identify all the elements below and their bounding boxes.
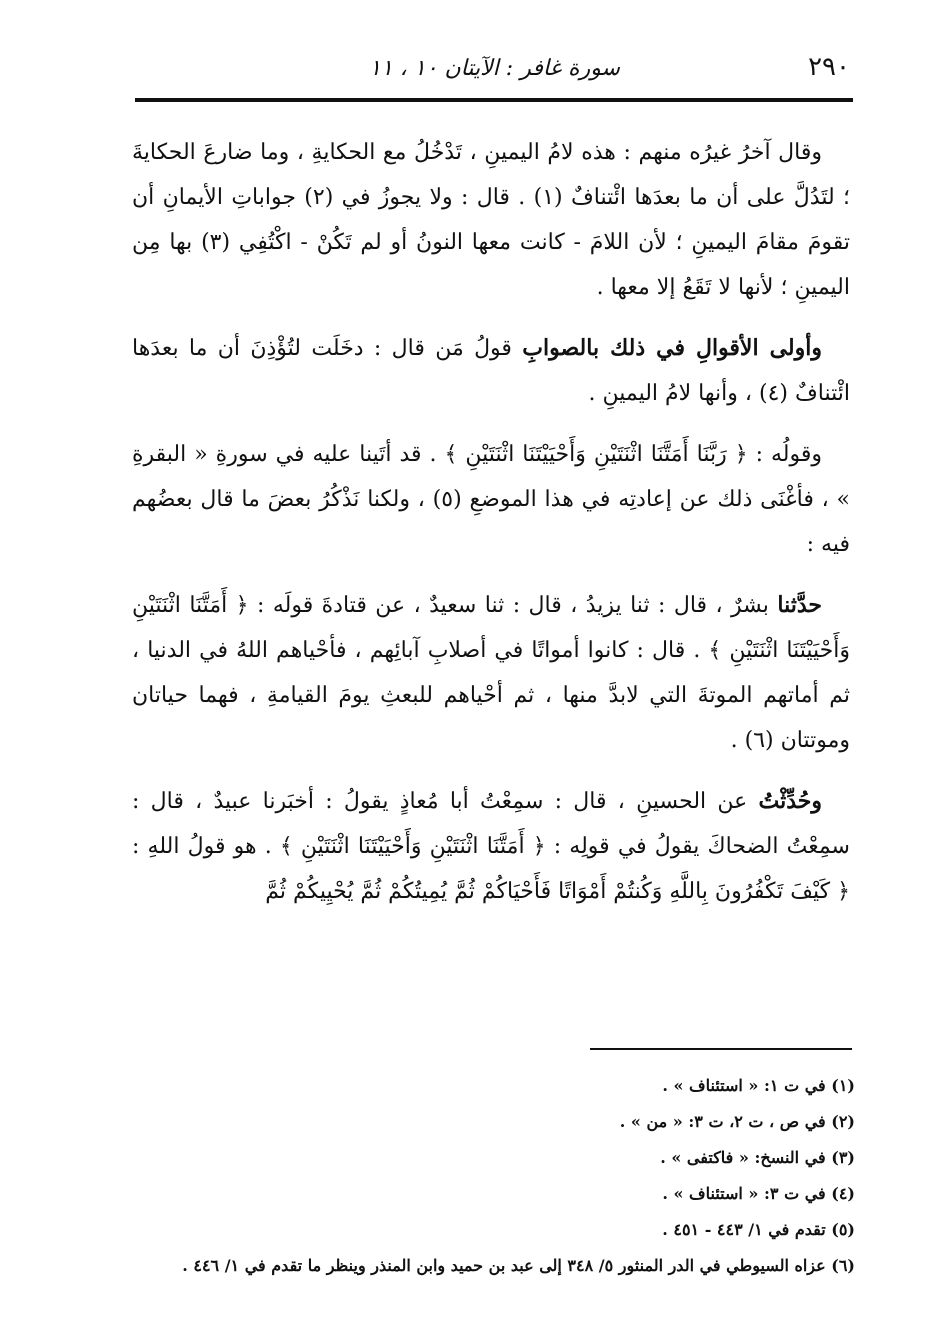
page-number: ٢٩٠: [808, 52, 850, 82]
paragraph: [132, 583, 850, 763]
footnote-item: (٢) في ص ، ت ٢، ت ٣: « من » .: [619, 1112, 855, 1131]
footnote-item: (٣) في النسخ: « فاكتفى » .: [660, 1148, 855, 1167]
paragraph: [132, 779, 850, 914]
paragraph-lead: حدَّثنا: [777, 592, 822, 618]
paragraph: [132, 326, 850, 416]
running-title: سورة غافر : الآيتان ١٠ ، ١١: [369, 56, 620, 81]
paragraph-text: عن الحسينِ ، قال : سمِعْتُ أبا مُعاذٍ يقولُ : أخبَرنا عبيدٌ ، قال : سمِعْتُ الضحاكَ يقولُ في قولِه : ﴿ أَمَتَّنَا اثْنَتَيْنِ وَأَحْيَيْتَنَا اثْنَتَيْنِ ﴾ . هو قولُ اللهِ : ﴿ كَيْفَ تَكْفُرُونَ بِاللَّهِ وَكُنتُمْ أَمْوَاتًا فَأَحْيَاكُمْ ثُمَّ يُمِيتُكُمْ ثُمَّ يُحْيِيكُمْ ثُمَّ: [132, 789, 850, 904]
footnote-rule: [590, 1048, 852, 1050]
paragraph-text: وقولُه : ﴿ رَبَّنَا أَمَتَّنَا اثْنَتَيْنِ وَأَحْيَيْتَنَا اثْنَتَيْنِ ﴾ . قد أتَينا عليه في سورةِ « البقرةِ » ، فأغْنَى ذلك عن إعادتِه في هذا الموضعِ (٥) ، ولكنا نَذْكُرُ بعضَ ما قال بعضُهم فيه :: [132, 442, 850, 557]
main-text: [132, 130, 850, 930]
paragraph: [132, 130, 850, 310]
paragraph-text: بشرٌ ، قال : ثنا يزيدُ ، قال : ثنا سعيدٌ ، عن قتادةَ قولَه : ﴿ أَمَتَّنَا اثْنَتَيْنِ وَأَحْيَيْتَنَا اثْنَتَيْنِ ﴾ . قال : كانوا أمواتًا في أصلابِ آبائِهم ، فأحْياهم اللهُ في الدنيا ، ثم أماتهم الموتةَ التي لابدَّ منها ، ثم أحْياهم للبعثِ يومَ القيامةِ ، فهما حياتان وموتتان (٦) .: [132, 593, 850, 753]
footnote-item: (٦) عزاه السيوطي في الدر المنثور ٥/ ٣٤٨ إلى عبد بن حميد وابن المنذر وينظر ما تقدم في ١/ ٤٤٦ .: [182, 1256, 855, 1275]
paragraph-text: وقال آخرُ غيرُه منهم : هذه لامُ اليمينِ ، تَدْخُلُ مع الحكايةِ ، وما ضارعَ الحكايةَ ؛ لتَدُلَّ على أن ما بعدَها ائْتنافٌ (١) . قال : ولا يجوزُ في (٢) جواباتِ الأيمانِ أن تقومَ مقامَ اليمينِ ؛ لأن اللامَ - كانت معها النونُ أو لم تَكُنْ - اكْتُفِي (٣) بها مِن اليمينِ ؛ لأنها لا تَقَعُ إلا معها .: [132, 140, 850, 300]
page-header: [140, 52, 850, 92]
paragraph: [132, 432, 850, 567]
footnote-item: (٤) في ت ٣: « استئناف » .: [662, 1184, 855, 1203]
header-rule: [135, 98, 853, 102]
footnotes: [150, 1068, 855, 1284]
footnote-item: (٥) تقدم في ١/ ٤٤٣ - ٤٥١ .: [662, 1220, 855, 1239]
footnote-item: (١) في ت ١: « استئناف » .: [662, 1076, 855, 1095]
paragraph-lead: وأولى الأقوالِ في ذلك بالصوابِ: [522, 335, 822, 361]
paragraph-text: قولُ مَن قال : دخَلَت لتُؤْذِنَ أن ما بعدَها ائْتنافٌ (٤) ، وأنها لامُ اليمينِ .: [132, 336, 850, 406]
paragraph-lead: وحُدِّثْتُ: [758, 788, 822, 814]
